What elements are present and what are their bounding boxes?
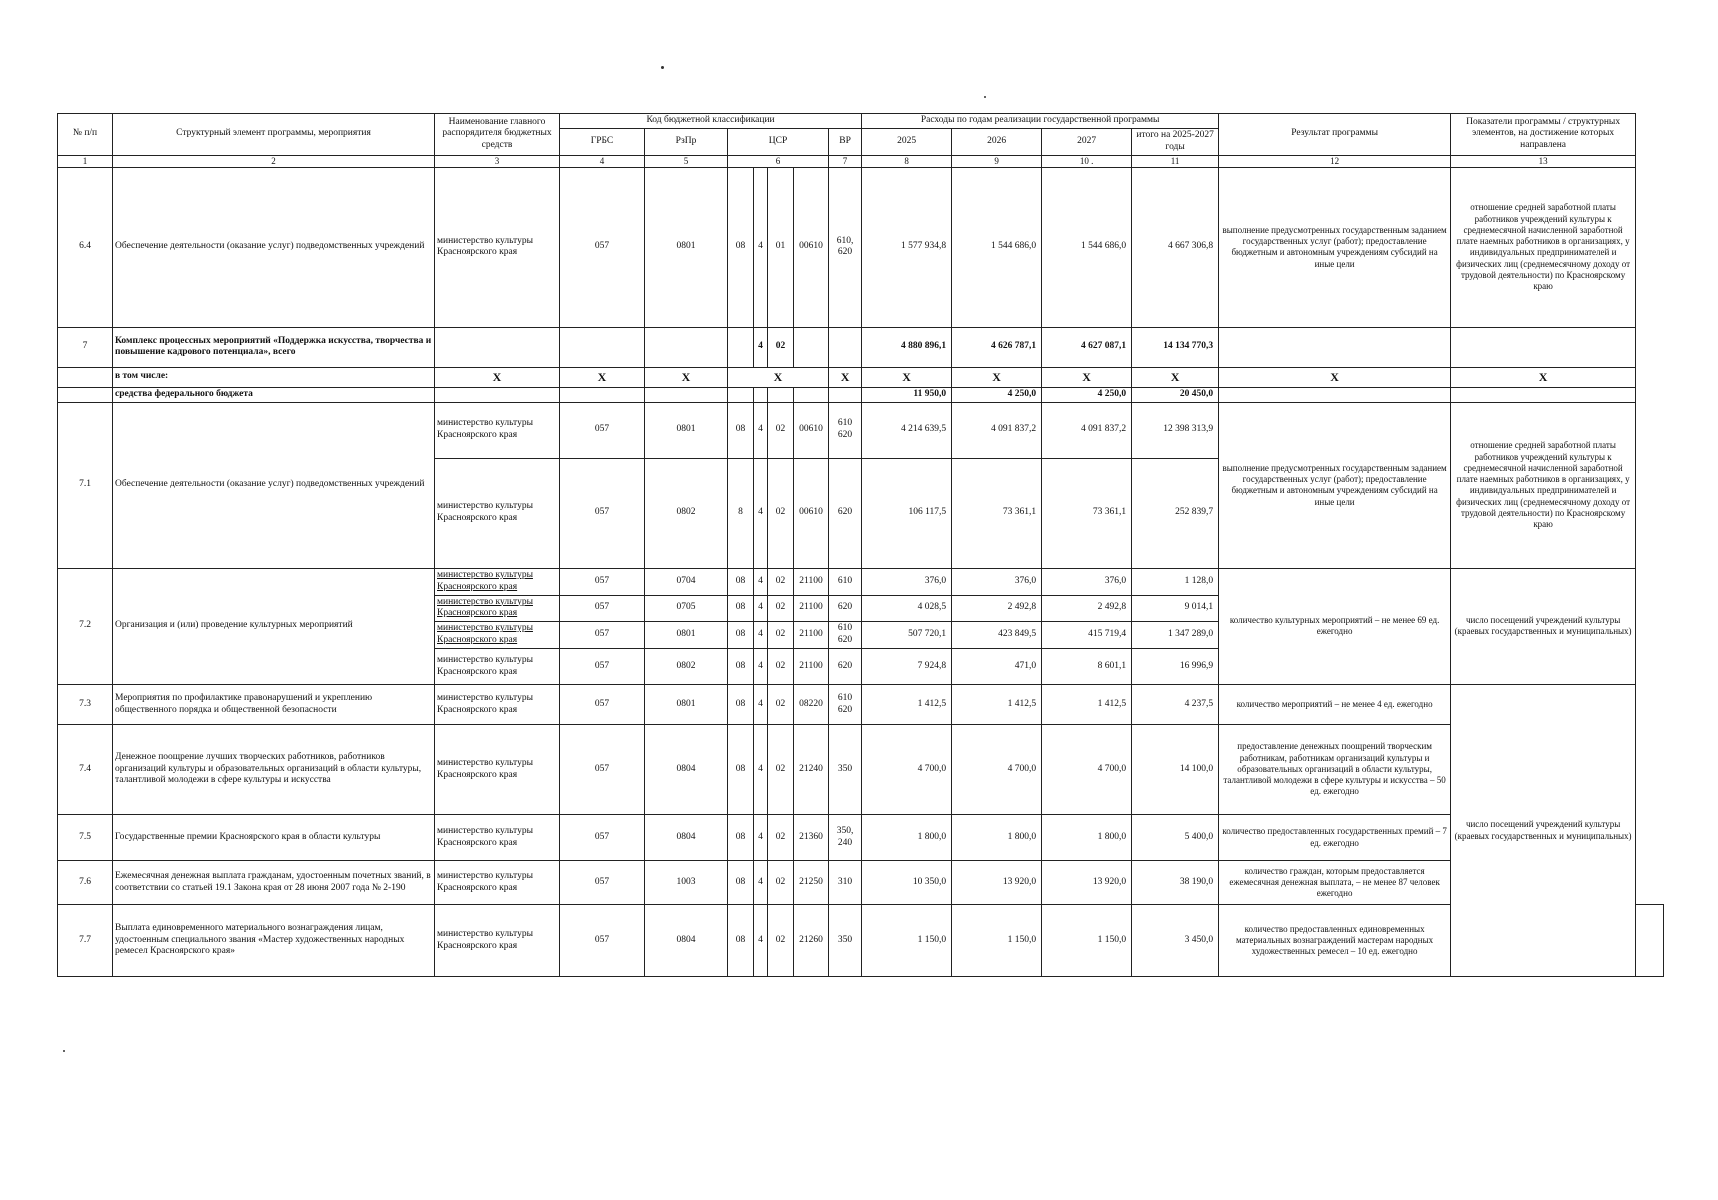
- cell-2027: 4 091 837,2: [1042, 402, 1132, 458]
- ministry-text: министерство культуры Красноярского края: [437, 569, 533, 592]
- cell-x: X: [829, 367, 862, 387]
- cell-vr: 310: [829, 861, 862, 905]
- row-num: 7.1: [58, 402, 113, 568]
- cell-2026: 2 492,8: [952, 595, 1042, 622]
- cell-2025: 1 150,0: [862, 905, 952, 977]
- cell-grbs: 057: [560, 167, 645, 327]
- cell-2026: 376,0: [952, 568, 1042, 595]
- cell-rzpr: 0801: [645, 167, 728, 327]
- cell-indicator: [1636, 905, 1664, 977]
- cell-x: X: [952, 367, 1042, 387]
- budget-program-table: [57, 113, 1664, 977]
- table-row: [58, 685, 1664, 725]
- col-number: 10 .: [1042, 155, 1132, 167]
- row-ministry: министерство культуры Красноярского края: [435, 815, 560, 861]
- header-indicators: Показатели программы / структурных элементов, на достижение которых направлена: [1451, 114, 1636, 156]
- cell-csr: 08: [728, 595, 754, 622]
- cell-csr: 08: [728, 568, 754, 595]
- cell-2025: 4 700,0: [862, 725, 952, 815]
- cell-csr: 21100: [794, 595, 829, 622]
- cell-vr: 350, 240: [829, 815, 862, 861]
- cell-csr: 21100: [794, 649, 829, 685]
- cell-2027: 4 627 087,1: [1042, 327, 1132, 367]
- cell-total: 4 237,5: [1132, 685, 1219, 725]
- header-csr: ЦСР: [728, 128, 829, 155]
- col-number: 11: [1132, 155, 1219, 167]
- row-name: Денежное поощрение лучших творческих работников, работников организаций культуры и образовательных организаций в области культуры, талантливой молодежи в сфере культуры и искусства: [113, 725, 435, 815]
- table-row: [58, 367, 1664, 387]
- cell-x: X: [1042, 367, 1132, 387]
- row-ministry: министерство культуры Красноярского края: [435, 649, 560, 685]
- row-ministry: министерство культуры Красноярского края: [435, 458, 560, 568]
- cell-2026: 4 091 837,2: [952, 402, 1042, 458]
- cell-rzpr: 0705: [645, 595, 728, 622]
- cell-csr: 08: [728, 861, 754, 905]
- cell-vr: 620: [829, 649, 862, 685]
- cell-2025: 10 350,0: [862, 861, 952, 905]
- cell-csr: 4: [754, 725, 768, 815]
- cell-csr: 00610: [794, 458, 829, 568]
- cell-result: выполнение предусмотренных государственным заданием государственных услуг (работ); предоставление бюджетным и автономным учреждениям субсидий на иные цели: [1219, 167, 1451, 327]
- cell-rzpr: 0801: [645, 685, 728, 725]
- cell-2026: 4 250,0: [952, 387, 1042, 402]
- cell-csr: 4: [754, 402, 768, 458]
- row-ministry: министерство культуры Красноярского края: [435, 905, 560, 977]
- cell-csr: 4: [754, 458, 768, 568]
- row-ministry: министерство культуры Красноярского края: [435, 167, 560, 327]
- cell-total: 252 839,7: [1132, 458, 1219, 568]
- cell-2025: 376,0: [862, 568, 952, 595]
- header-element: Структурный элемент программы, мероприятия: [113, 114, 435, 156]
- cell-total: 12 398 313,9: [1132, 402, 1219, 458]
- row-num: 6.4: [58, 167, 113, 327]
- col-number: 1: [58, 155, 113, 167]
- cell-2027: 1 800,0: [1042, 815, 1132, 861]
- row-name: Мероприятия по профилактике правонарушений и укреплению общественного порядка и общественной безопасности: [113, 685, 435, 725]
- cell-2026: 73 361,1: [952, 458, 1042, 568]
- cell-csr: 21360: [794, 815, 829, 861]
- cell-csr: 02: [768, 622, 794, 649]
- cell-csr: 02: [768, 685, 794, 725]
- col-number: 13: [1451, 155, 1636, 167]
- cell-indicator: число посещений учреждений культуры (краевых государственных и муниципальных): [1451, 568, 1636, 684]
- header-total: итого на 2025-2027 годы: [1132, 128, 1219, 155]
- table-row: [58, 327, 1664, 367]
- cell-grbs: 057: [560, 905, 645, 977]
- cell-2026: 13 920,0: [952, 861, 1042, 905]
- cell-csr: 08: [728, 905, 754, 977]
- cell-2025: 507 720,1: [862, 622, 952, 649]
- cell-2026: 1 800,0: [952, 815, 1042, 861]
- cell-total: 16 996,9: [1132, 649, 1219, 685]
- row-name: Выплата единовременного материального вознаграждения лицам, удостоенным специального звания «Мастер художественных народных ремесел Красноярского края»: [113, 905, 435, 977]
- ministry-text: министерство культуры Красноярского края: [437, 623, 533, 646]
- cell-csr: 08220: [794, 685, 829, 725]
- cell-indicator: число посещений учреждений культуры (краевых государственных и муниципальных): [1451, 685, 1636, 977]
- cell-result: количество предоставленных единовременных материальных вознаграждений мастерам народных художественных ремесел – 10 ед. ежегодно: [1219, 905, 1451, 977]
- row-name: средства федерального бюджета: [113, 387, 435, 402]
- col-number: 2: [113, 155, 435, 167]
- cell-x: X: [862, 367, 952, 387]
- cell-csr: 4: [754, 568, 768, 595]
- header-grbs: ГРБС: [560, 128, 645, 155]
- cell-2025: 4 214 639,5: [862, 402, 952, 458]
- row-name: Ежемесячная денежная выплата гражданам, удостоенным почетных званий, в соответствии со статьей 19.1 Закона края от 28 июня 2007 года № 2-190: [113, 861, 435, 905]
- cell-csr: 02: [768, 815, 794, 861]
- cell-grbs: 057: [560, 458, 645, 568]
- cell-csr: 08: [728, 815, 754, 861]
- cell-csr: 21100: [794, 568, 829, 595]
- cell-x: X: [1219, 367, 1451, 387]
- cell-grbs: 057: [560, 685, 645, 725]
- cell-csr: 02: [768, 568, 794, 595]
- cell-csr: 4: [754, 622, 768, 649]
- header-budget-code: Код бюджетной классификации: [560, 114, 862, 129]
- cell-total: 38 190,0: [1132, 861, 1219, 905]
- row-num: 7: [58, 327, 113, 367]
- cell-2025: 4 880 896,1: [862, 327, 952, 367]
- cell-rzpr: 0801: [645, 402, 728, 458]
- row-ministry: [435, 595, 560, 622]
- row-name: Обеспечение деятельности (оказание услуг) подведомственных учреждений: [113, 167, 435, 327]
- col-number: 9: [952, 155, 1042, 167]
- cell-total: 4 667 306,8: [1132, 167, 1219, 327]
- cell-x: X: [1132, 367, 1219, 387]
- cell-result: предоставление денежных поощрений творческим работникам, работникам организаций культуры и образовательных организаций в области культуры, талантливой молодежи в сфере культуры и искусства – 50 ед. ежегодно: [1219, 725, 1451, 815]
- cell-total: 14 100,0: [1132, 725, 1219, 815]
- cell-grbs: 057: [560, 861, 645, 905]
- row-ministry: министерство культуры Красноярского края: [435, 861, 560, 905]
- cell-indicator: отношение средней заработной платы работников учреждений культуры к среднемесячной начисленной заработной плате наемных работников в организациях, у индивидуальных предпринимателей и физических лиц (среднемесячному доходу от трудовой деятельности) по Красноярскому краю: [1451, 167, 1636, 327]
- cell-csr: 08: [728, 402, 754, 458]
- cell-csr: 4: [754, 167, 768, 327]
- cell-rzpr: 0704: [645, 568, 728, 595]
- header-grbs-name: Наименование главного распорядителя бюджетных средств: [435, 114, 560, 156]
- cell-rzpr: 0801: [645, 622, 728, 649]
- cell-csr: 8: [728, 458, 754, 568]
- col-number: 7: [829, 155, 862, 167]
- cell-vr: 610 620: [829, 402, 862, 458]
- cell-2026: 423 849,5: [952, 622, 1042, 649]
- cell-csr: 08: [728, 167, 754, 327]
- header-expenses: Расходы по годам реализации государственной программы: [862, 114, 1219, 129]
- cell-2025: 1 577 934,8: [862, 167, 952, 327]
- cell-result: выполнение предусмотренных государственным заданием государственных услуг (работ); предоставление бюджетным и автономным учреждениям субсидий на иные цели: [1219, 402, 1451, 568]
- cell-x: X: [435, 367, 560, 387]
- row-ministry: министерство культуры Красноярского края: [435, 725, 560, 815]
- cell-grbs: 057: [560, 649, 645, 685]
- cell-grbs: 057: [560, 815, 645, 861]
- header-2025: 2025: [862, 128, 952, 155]
- header-2026: 2026: [952, 128, 1042, 155]
- cell-2025: 1 800,0: [862, 815, 952, 861]
- row-num: 7.4: [58, 725, 113, 815]
- cell-vr: 610 620: [829, 685, 862, 725]
- cell-2026: 471,0: [952, 649, 1042, 685]
- cell-2027: 376,0: [1042, 568, 1132, 595]
- cell-csr: 02: [768, 402, 794, 458]
- cell-x: X: [560, 367, 645, 387]
- cell-2026: 1 150,0: [952, 905, 1042, 977]
- cell-total: 5 400,0: [1132, 815, 1219, 861]
- row-ministry: министерство культуры Красноярского края: [435, 685, 560, 725]
- col-number: 12: [1219, 155, 1451, 167]
- cell-csr: 4: [754, 595, 768, 622]
- row-name: Комплекс процессных мероприятий «Поддержка искусства, творчества и повышение кадрового потенциала», всего: [113, 327, 435, 367]
- cell-x: X: [1451, 367, 1636, 387]
- cell-csr: 02: [768, 595, 794, 622]
- cell-grbs: 057: [560, 725, 645, 815]
- cell-total: 20 450,0: [1132, 387, 1219, 402]
- cell-grbs: 057: [560, 622, 645, 649]
- cell-2026: 4 700,0: [952, 725, 1042, 815]
- cell-result: количество мероприятий – не менее 4 ед. ежегодно: [1219, 685, 1451, 725]
- cell-grbs: 057: [560, 402, 645, 458]
- row-ministry: [435, 568, 560, 595]
- cell-csr: 4: [754, 815, 768, 861]
- cell-csr: 08: [728, 649, 754, 685]
- cell-2025: 7 924,8: [862, 649, 952, 685]
- cell-2027: 13 920,0: [1042, 861, 1132, 905]
- cell-x: X: [645, 367, 728, 387]
- cell-2027: 1 412,5: [1042, 685, 1132, 725]
- cell-csr: 00610: [794, 167, 829, 327]
- cell-vr: 610, 620: [829, 167, 862, 327]
- cell-result: количество культурных мероприятий – не менее 69 ед. ежегодно: [1219, 568, 1451, 684]
- cell-2026: 1 544 686,0: [952, 167, 1042, 327]
- table-row: [58, 387, 1664, 402]
- cell-csr: 21100: [794, 622, 829, 649]
- cell-total: 9 014,1: [1132, 595, 1219, 622]
- row-num: 7.7: [58, 905, 113, 977]
- header-vr: ВР: [829, 128, 862, 155]
- row-ministry: министерство культуры Красноярского края: [435, 402, 560, 458]
- row-num: 7.5: [58, 815, 113, 861]
- table-row: [58, 167, 1664, 327]
- cell-csr: 08: [728, 685, 754, 725]
- cell-csr: 4: [754, 861, 768, 905]
- cell-csr: 4: [754, 649, 768, 685]
- cell-grbs: 057: [560, 568, 645, 595]
- cell-rzpr: 0804: [645, 725, 728, 815]
- table-row: [58, 861, 1664, 905]
- cell-rzpr: 1003: [645, 861, 728, 905]
- cell-result: количество граждан, которым предоставляется ежемесячная денежная выплата, – не менее 87 человек ежегодно: [1219, 861, 1451, 905]
- cell-csr: 4: [754, 327, 768, 367]
- row-num: 7.6: [58, 861, 113, 905]
- cell-2026: 1 412,5: [952, 685, 1042, 725]
- col-number: 5: [645, 155, 728, 167]
- col-number: 8: [862, 155, 952, 167]
- cell-csr: 02: [768, 327, 794, 367]
- cell-total: 3 450,0: [1132, 905, 1219, 977]
- cell-vr: 620: [829, 595, 862, 622]
- col-number: 6: [728, 155, 829, 167]
- cell-2027: 73 361,1: [1042, 458, 1132, 568]
- header-result: Результат программы: [1219, 114, 1451, 156]
- cell-vr: 350: [829, 905, 862, 977]
- header-2027: 2027: [1042, 128, 1132, 155]
- cell-csr: 02: [768, 649, 794, 685]
- cell-rzpr: 0804: [645, 815, 728, 861]
- col-number: 4: [560, 155, 645, 167]
- cell-2027: 1 150,0: [1042, 905, 1132, 977]
- cell-2025: 106 117,5: [862, 458, 952, 568]
- cell-2026: 4 626 787,1: [952, 327, 1042, 367]
- cell-rzpr: 0804: [645, 905, 728, 977]
- cell-result: количество предоставленных государственных премий – 7 ед. ежегодно: [1219, 815, 1451, 861]
- scan-speck: [661, 66, 664, 69]
- table-row: [58, 815, 1664, 861]
- cell-2027: 8 601,1: [1042, 649, 1132, 685]
- cell-2025: 1 412,5: [862, 685, 952, 725]
- cell-total: 1 347 289,0: [1132, 622, 1219, 649]
- col-number: 3: [435, 155, 560, 167]
- cell-csr: 02: [768, 861, 794, 905]
- table-row: [58, 568, 1664, 595]
- row-num: 7.3: [58, 685, 113, 725]
- cell-2027: 1 544 686,0: [1042, 167, 1132, 327]
- table-row: [58, 905, 1664, 977]
- cell-x: X: [728, 367, 829, 387]
- table-row: [58, 402, 1664, 458]
- ministry-text: министерство культуры Красноярского края: [437, 596, 533, 619]
- cell-grbs: 057: [560, 595, 645, 622]
- cell-2025: 11 950,0: [862, 387, 952, 402]
- cell-total: 14 134 770,3: [1132, 327, 1219, 367]
- cell-2027: 4 700,0: [1042, 725, 1132, 815]
- row-name: в том числе:: [113, 367, 435, 387]
- cell-csr: 08: [728, 725, 754, 815]
- cell-2025: 4 028,5: [862, 595, 952, 622]
- row-ministry: [435, 622, 560, 649]
- cell-csr: 02: [768, 905, 794, 977]
- cell-csr: 4: [754, 685, 768, 725]
- cell-2027: 2 492,8: [1042, 595, 1132, 622]
- cell-rzpr: 0802: [645, 649, 728, 685]
- row-name: Государственные премии Красноярского края в области культуры: [113, 815, 435, 861]
- cell-csr: 21250: [794, 861, 829, 905]
- row-name: Организация и (или) проведение культурных мероприятий: [113, 568, 435, 684]
- scan-speck: [984, 96, 986, 98]
- cell-rzpr: 0802: [645, 458, 728, 568]
- cell-csr: 21260: [794, 905, 829, 977]
- cell-vr: 610 620: [829, 622, 862, 649]
- cell-2027: 4 250,0: [1042, 387, 1132, 402]
- cell-csr: 21240: [794, 725, 829, 815]
- cell-csr: 01: [768, 167, 794, 327]
- row-num: 7.2: [58, 568, 113, 684]
- cell-csr: 4: [754, 905, 768, 977]
- cell-vr: 620: [829, 458, 862, 568]
- header-rzpr: РзПр: [645, 128, 728, 155]
- header-num: № п/п: [58, 114, 113, 156]
- cell-csr: 02: [768, 458, 794, 568]
- cell-indicator: отношение средней заработной платы работников учреждений культуры к среднемесячной начисленной заработной плате наемных работников в организациях, у индивидуальных предпринимателей и физических лиц (среднемесячному доходу от трудовой деятельности) по Красноярскому краю: [1451, 402, 1636, 568]
- cell-2027: 415 719,4: [1042, 622, 1132, 649]
- cell-csr: 00610: [794, 402, 829, 458]
- scan-speck: [63, 1050, 65, 1052]
- cell-vr: 610: [829, 568, 862, 595]
- table-row: [58, 725, 1664, 815]
- cell-csr: 02: [768, 725, 794, 815]
- cell-total: 1 128,0: [1132, 568, 1219, 595]
- row-name: Обеспечение деятельности (оказание услуг) подведомственных учреждений: [113, 402, 435, 568]
- cell-csr: 08: [728, 622, 754, 649]
- cell-vr: 350: [829, 725, 862, 815]
